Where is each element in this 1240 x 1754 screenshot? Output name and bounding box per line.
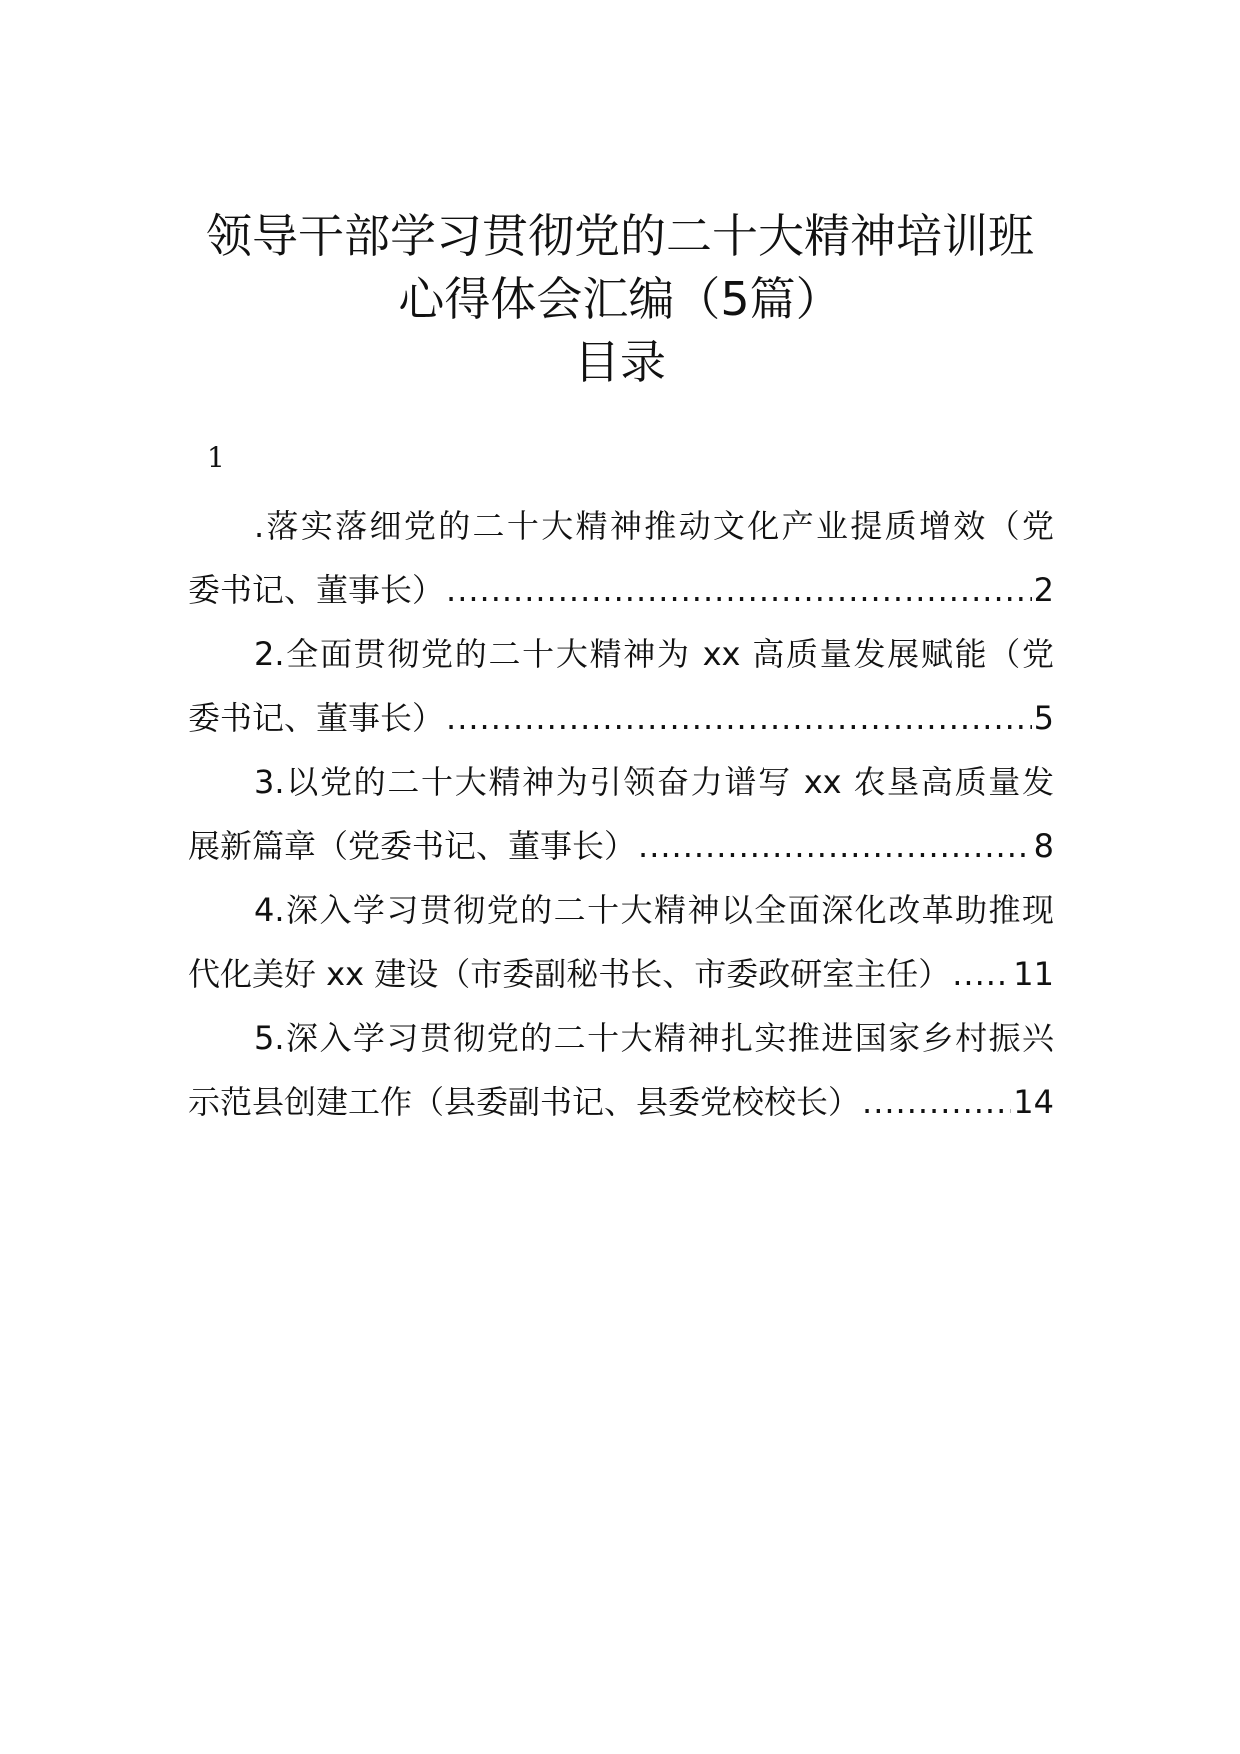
document-title-line-1: 领导干部学习贯彻党的二十大精神培训班 xyxy=(206,209,1034,263)
toc-entry[interactable] xyxy=(188,494,1054,622)
toc-entry-page-number: 11 xyxy=(1013,955,1054,993)
dot-leader xyxy=(446,686,1032,750)
dot-leader xyxy=(862,1070,1011,1134)
toc-entry-line-2 xyxy=(188,686,1054,750)
toc-entry-title-line-1: 5.深入学习贯彻党的二十大精神扎实推进国家乡村振兴 xyxy=(254,1019,1054,1057)
toc-heading: 目录 xyxy=(574,335,666,389)
toc-entry[interactable] xyxy=(188,1006,1054,1134)
toc-entry-title-line-1: 3.以党的二十大精神为引领奋力谱写 xx 农垦高质量发 xyxy=(254,763,1054,801)
toc-entry-title-line-2: 代化美好 xx 建设（市委副秘书长、市委政研室主任） xyxy=(188,955,951,993)
toc-entry-line-2 xyxy=(188,1070,1054,1134)
toc-entry-line-2 xyxy=(188,814,1054,878)
toc-entry[interactable] xyxy=(188,622,1054,750)
title-block xyxy=(0,205,1240,394)
toc-entry-title-line-2: 示范县创建工作（县委副书记、县委党校校长） xyxy=(188,1083,861,1121)
toc-entry-page-number: 8 xyxy=(1033,827,1054,865)
toc-entry-page-number: 5 xyxy=(1033,699,1054,737)
dot-leader xyxy=(638,814,1032,878)
page-marker: 1 xyxy=(207,441,225,474)
toc-entry-line-2 xyxy=(188,942,1054,1006)
dot-leader xyxy=(952,942,1011,1006)
toc-entry-title-line-1: 4.深入学习贯彻党的二十大精神以全面深化改革助推现 xyxy=(254,891,1054,929)
toc-entry-title-line-2: 委书记、董事长） xyxy=(188,699,445,737)
toc-entry-page-number: 14 xyxy=(1013,1083,1054,1121)
document-title-line-2: 心得体会汇编（5篇） xyxy=(398,272,842,326)
toc-entry-title-line-1: .落实落细党的二十大精神推动文化产业提质增效（党 xyxy=(254,507,1054,545)
table-of-contents xyxy=(188,494,1054,1134)
toc-entry-line-2 xyxy=(188,558,1054,622)
toc-entry[interactable] xyxy=(188,750,1054,878)
toc-entry-title-line-1: 2.全面贯彻党的二十大精神为 xx 高质量发展赋能（党 xyxy=(254,635,1054,673)
toc-entry-page-number: 2 xyxy=(1033,571,1054,609)
toc-entry[interactable] xyxy=(188,878,1054,1006)
toc-entry-title-line-2: 委书记、董事长） xyxy=(188,571,445,609)
dot-leader xyxy=(446,558,1032,622)
toc-entry-title-line-2: 展新篇章（党委书记、董事长） xyxy=(188,827,637,865)
